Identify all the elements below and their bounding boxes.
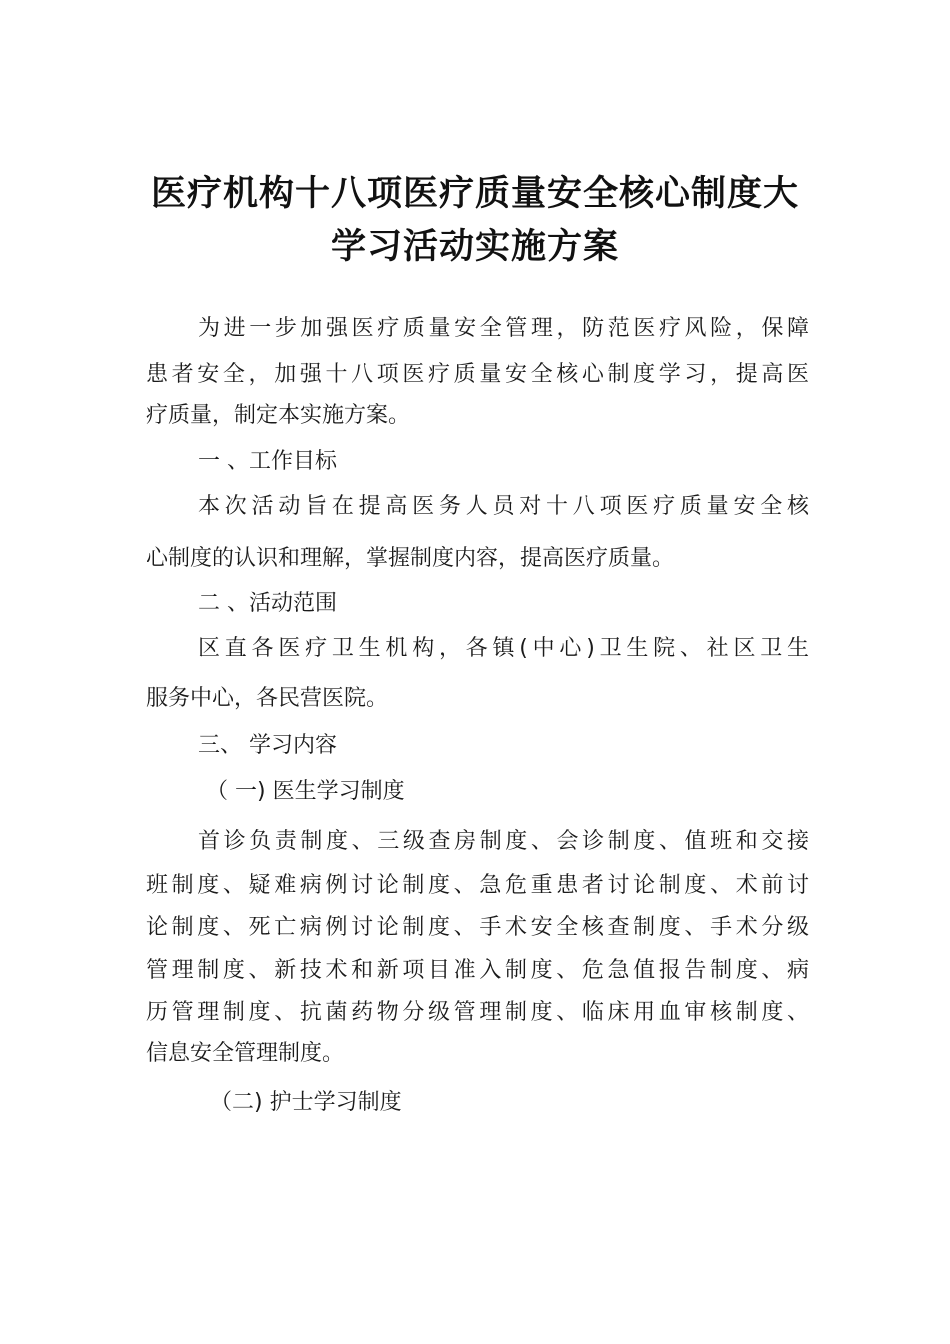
section-2-heading: 二 、活动范围	[198, 591, 337, 616]
section-2-line-2: 服务中心，各民营医院。	[146, 686, 389, 711]
section-3-sub-1-line-6: 信息安全管理制度。	[146, 1041, 345, 1066]
section-3-sub-1-line-5: 历管理制度、抗菌药物分级管理制度、临床用血审核制度、	[146, 1000, 809, 1025]
document-title-line-2: 学习活动实施方案	[330, 227, 619, 267]
section-3-sub-1-heading: （ 一) 医生学习制度	[206, 779, 405, 804]
intro-line-2: 患者安全，加强十八项医疗质量安全核心制度学习，提高医	[146, 362, 809, 387]
section-3-sub-2-heading: （二) 护士学习制度	[210, 1090, 402, 1115]
document-title-line-1: 医疗机构十八项医疗质量安全核心制度大	[150, 174, 799, 214]
intro-line-3: 疗质量，制定本实施方案。	[146, 403, 411, 428]
intro-line-1: 为进一步加强医疗质量安全管理，防范医疗风险，保障	[198, 316, 809, 341]
section-3-sub-1-line-2: 班制度、疑难病例讨论制度、急危重患者讨论制度、术前讨	[146, 873, 809, 898]
section-3-sub-1-line-4: 管理制度、新技术和新项目准入制度、危急值报告制度、病	[146, 958, 809, 983]
section-1-line-2: 心制度的认识和理解，掌握制度内容，提高医疗质量。	[146, 546, 675, 571]
section-3-sub-1-line-1: 首诊负责制度、三级查房制度、会诊制度、值班和交接	[198, 829, 809, 854]
section-2-line-1: 区直各医疗卫生机构，各镇(中心)卫生院、社区卫生	[198, 636, 809, 661]
section-1-heading: 一 、工作目标	[198, 449, 337, 474]
section-3-heading: 三、 学习内容	[198, 733, 337, 758]
section-3-sub-1-line-3: 论制度、死亡病例讨论制度、手术安全核查制度、手术分级	[146, 915, 809, 940]
section-1-line-1: 本次活动旨在提高医务人员对十八项医疗质量安全核	[198, 494, 809, 519]
